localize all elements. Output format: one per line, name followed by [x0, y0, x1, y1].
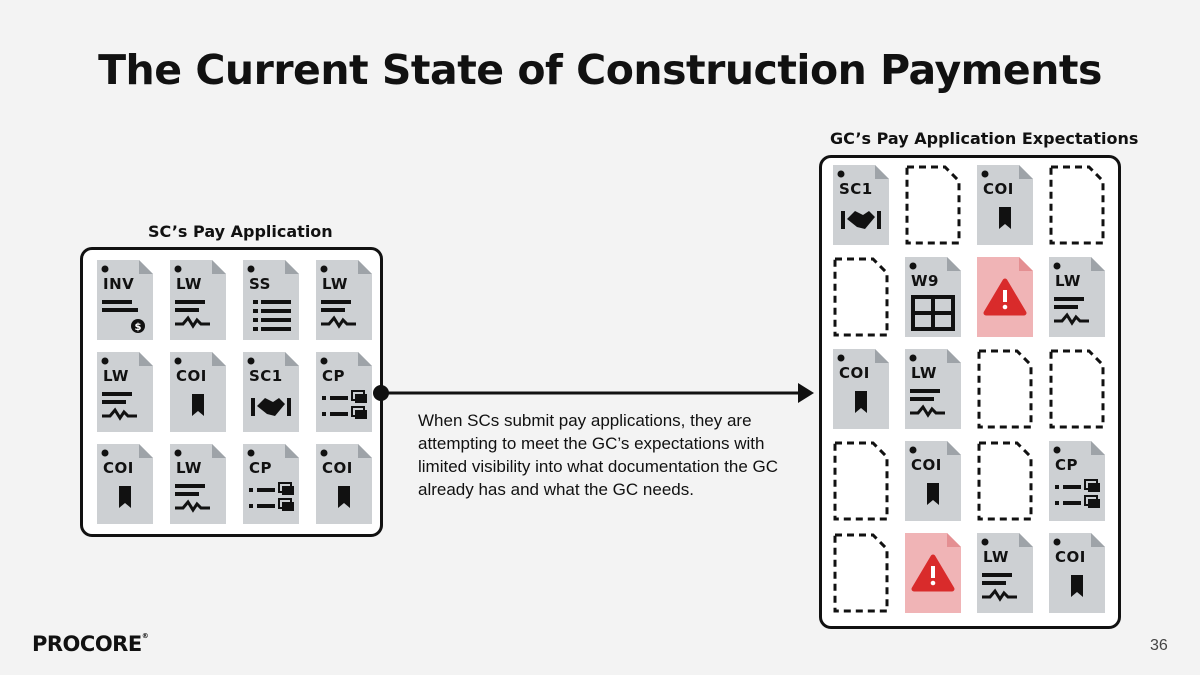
document-code: COI [911, 456, 942, 474]
logo-mark: ® [141, 632, 149, 640]
page-number: 36 [1150, 637, 1168, 654]
document-code: CP [322, 367, 346, 385]
document-code: SC1 [839, 180, 873, 198]
document-code: LW [176, 459, 202, 477]
procore-logo [32, 632, 148, 656]
document-code: LW [176, 275, 202, 293]
document-code: LW [983, 548, 1009, 566]
gc-panel-label: GC’s Pay Application Expectations [830, 129, 1139, 148]
document-code: LW [322, 275, 348, 293]
svg-text:$: $ [134, 322, 142, 333]
document-code: LW [1055, 272, 1081, 290]
document-code: SS [249, 275, 271, 293]
logo-text: PROCORE [32, 632, 142, 656]
document-code: COI [983, 180, 1014, 198]
document-code: LW [911, 364, 937, 382]
arrow-head [798, 383, 814, 403]
document-code: CP [249, 459, 273, 477]
document-code: COI [176, 367, 207, 385]
document-code: W9 [911, 272, 939, 290]
document-code: SC1 [249, 367, 283, 385]
slide-title: The Current State of Construction Payments [98, 46, 1102, 94]
document-code: COI [839, 364, 870, 382]
document-code: COI [1055, 548, 1086, 566]
document-code: COI [103, 459, 134, 477]
document-code: LW [103, 367, 129, 385]
sc-panel-label: SC’s Pay Application [148, 222, 333, 241]
document-code: CP [1055, 456, 1079, 474]
description-text: When SCs submit pay applications, they are attempting to meet the GC’s expectations with limited visibility into what documentation the GC already has and what the GC needs. [418, 411, 778, 499]
document-code: INV [103, 275, 135, 293]
document-code: COI [322, 459, 353, 477]
